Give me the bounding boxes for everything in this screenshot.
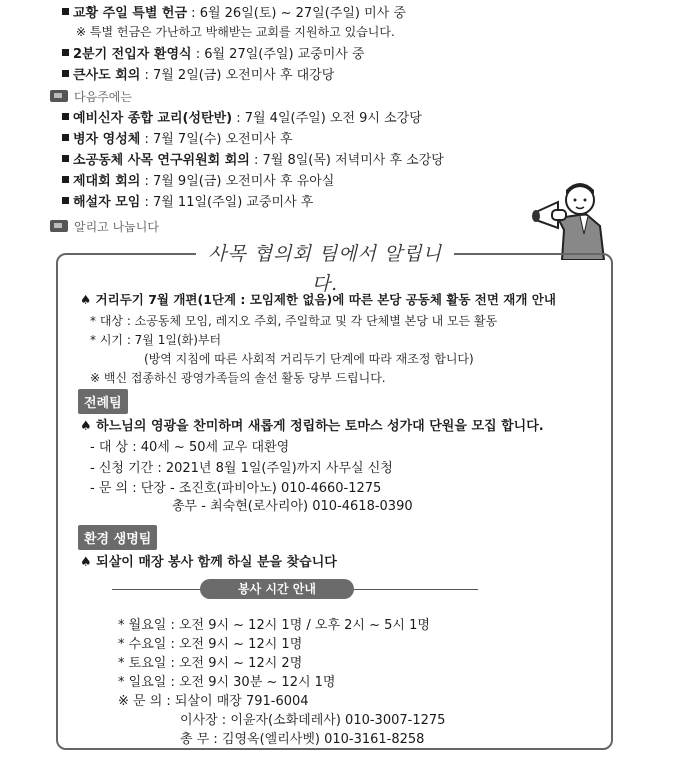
next-week-heading: 다음주에는 xyxy=(50,88,132,105)
schedule-pill: 봉사 시간 안내 xyxy=(200,579,354,599)
liturgy-period: - 신청 기간 : 2021년 8월 1일(주일)까지 사무실 신청 xyxy=(90,461,393,476)
bullet-icon xyxy=(62,8,69,15)
next-week-item: 해설자 모임 : 7월 11일(주일) 교중미사 후 xyxy=(62,191,313,210)
distancing-title: ♠ 거리두기 7월 개편(1단계 : 모임제한 없음)에 따른 본당 공동체 활동 전면 재개 안내 xyxy=(80,292,556,307)
top-item-meeting: 큰사도 회의 : 7월 2일(금) 오전미사 후 대강당 xyxy=(62,64,334,83)
bullet-icon xyxy=(62,176,69,183)
bullet-icon xyxy=(62,155,69,162)
schedule-line: * 일요일 : 오전 9시 30분 ~ 12시 1명 xyxy=(118,675,336,690)
bullet-icon xyxy=(62,134,69,141)
eco-inquiry: ※ 문 의 : 되살이 매장 791-6004 xyxy=(118,694,309,709)
schedule-line: * 토요일 : 오전 9시 ~ 12시 2명 xyxy=(118,656,303,671)
section-icon xyxy=(50,220,68,232)
bullet-icon xyxy=(62,49,69,56)
top-item-pope-collection: 교황 주일 특별 헌금 : 6월 26일(토) ~ 27일(주일) 미사 중 xyxy=(62,2,406,21)
distancing-line: * 시기 : 7월 1일(화)부터 xyxy=(90,333,222,347)
section-icon xyxy=(50,90,68,102)
eco-team-tag: 환경 생명팀 xyxy=(78,525,157,550)
bullet-icon xyxy=(62,113,69,120)
schedule-line: * 월요일 : 오전 9시 ~ 12시 1명 / 오후 2시 ~ 5시 1명 xyxy=(118,618,430,633)
liturgy-target: - 대 상 : 40세 ~ 50세 교우 대환영 xyxy=(90,440,290,455)
liturgy-title: ♠ 하느님의 영광을 찬미하며 새롭게 정립하는 토마스 성가대 단원을 모집 합니다. xyxy=(80,419,544,434)
bullet-icon xyxy=(62,197,69,204)
eco-title: ♠ 되살이 매장 봉사 함께 하실 분을 찾습니다 xyxy=(80,555,337,570)
liturgy-contact-2: 총무 - 최숙현(로사리아) 010-4618-0390 xyxy=(172,499,413,514)
bullet-icon xyxy=(62,70,69,77)
announce-heading: 알리고 나눕니다 xyxy=(50,218,159,235)
distancing-line: (방역 지침에 따른 사회적 거리두기 단계에 따라 재조정 합니다) xyxy=(144,352,474,366)
distancing-line: * 대상 : 소공동체 모임, 레지오 주회, 주일학교 및 각 단체별 본당 내 모든 활동 xyxy=(90,314,498,328)
eco-secretary: 총 무 : 김영옥(엘리사벳) 010-3161-8258 xyxy=(180,732,425,747)
banner-title: 사목 협의회 팀에서 알립니다. xyxy=(196,239,454,269)
liturgy-contact: - 문 의 : 단장 - 조진호(파비아노) 010-4660-1275 xyxy=(90,481,382,496)
liturgy-team-tag: 전례팀 xyxy=(78,389,128,414)
eco-director: 이사장 : 이윤자(소화데레사) 010-3007-1275 xyxy=(180,713,446,728)
divider-right xyxy=(354,589,478,590)
next-week-item: 소공동체 사목 연구위원회 회의 : 7월 8일(목) 저녁미사 후 소강당 xyxy=(62,149,444,168)
megaphone-person-illustration xyxy=(528,178,610,260)
top-item-note: ※ 특별 헌금은 가난하고 박해받는 교회를 지원하고 있습니다. xyxy=(76,25,395,39)
schedule-line: * 수요일 : 오전 9시 ~ 12시 1명 xyxy=(118,637,303,652)
top-item-welcome: 2분기 전입자 환영식 : 6월 27일(주일) 교중미사 중 xyxy=(62,43,365,62)
next-week-item: 제대회 회의 : 7월 9일(금) 오전미사 후 유아실 xyxy=(62,170,334,189)
next-week-item: 예비신자 종합 교리(성탄반) : 7월 4일(주일) 오전 9시 소강당 xyxy=(62,107,422,126)
next-week-item: 병자 영성체 : 7월 7일(수) 오전미사 후 xyxy=(62,128,293,147)
divider-left xyxy=(112,589,200,590)
distancing-line: ※ 백신 접종하신 광영가족들의 솔선 활동 당부 드립니다. xyxy=(90,371,386,385)
